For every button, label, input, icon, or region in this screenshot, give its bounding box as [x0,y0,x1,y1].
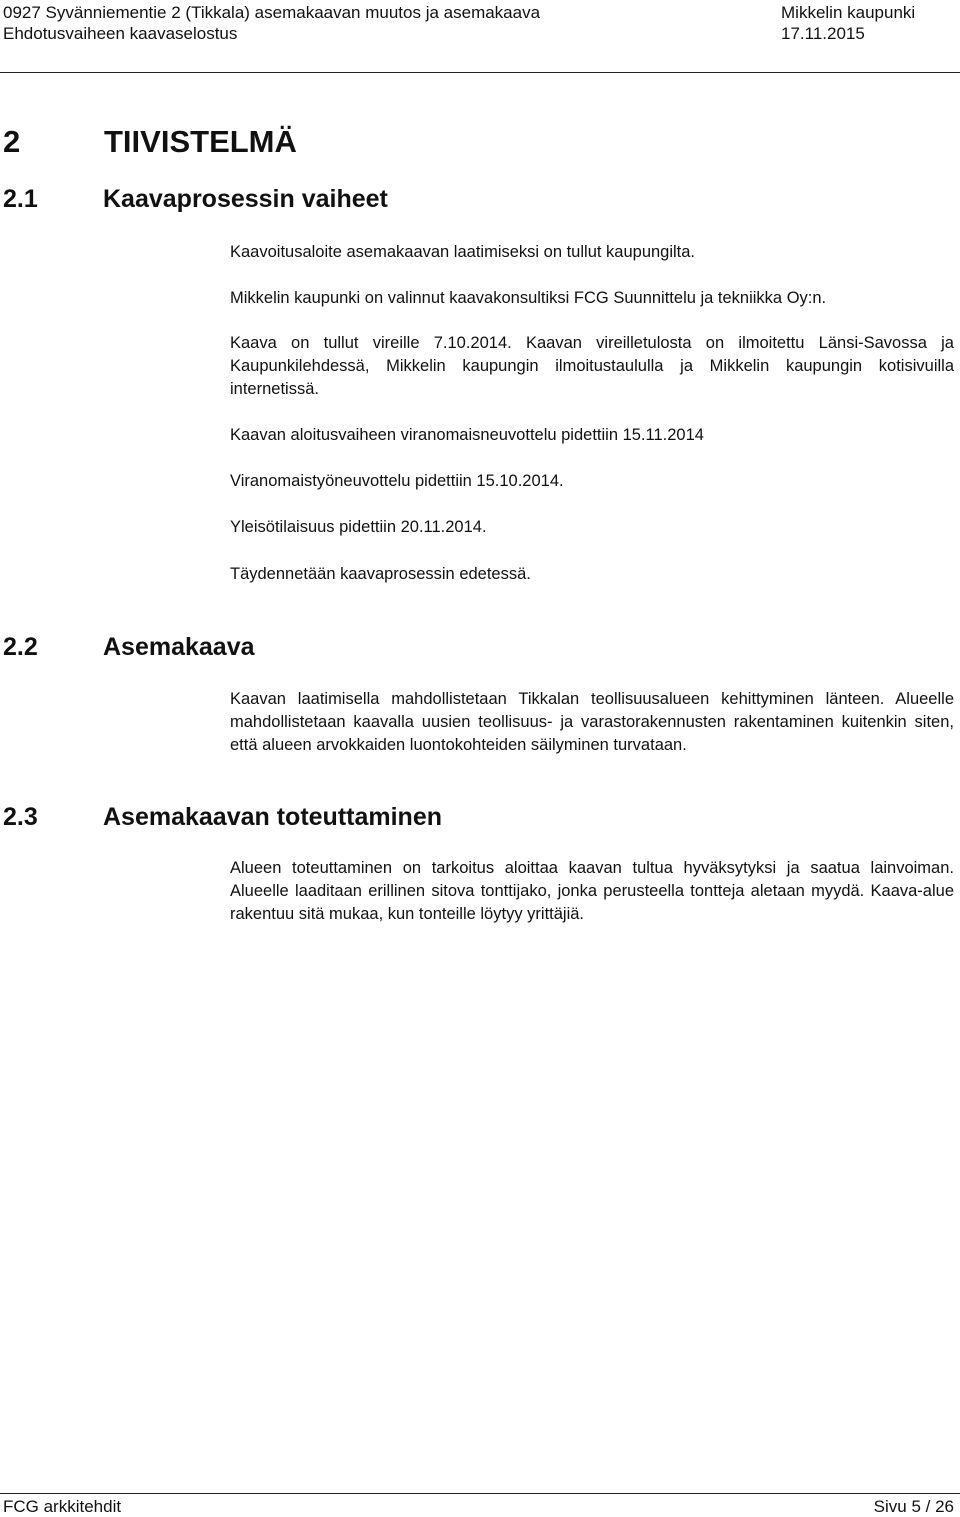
heading-number: 2.3 [3,803,38,831]
page-number: Sivu 5 / 26 [873,1497,954,1516]
heading-section-2-2 [3,632,255,662]
paragraph-initiative: Kaavoitusaloite asemakaavan laatimiseksi on tullut kaupungilta. [230,243,696,261]
organization-name: Mikkelin kaupunki [781,3,916,22]
paragraph-implementation: Alueen toteuttaminen on tarkoitus aloittaa kaavan tultua hyväksytyksi ja saatua lainvoiman. Alueelle laaditaan erillinen sitova tonttijako, jonka perusteella tontteja aletaan myydä. Kaava-alue rakentuu sitä mukaa, kun tonteille löytyy yrittäjiä. [230,859,954,923]
heading-number: 2.1 [3,185,38,213]
heading-section-2-1 [3,184,388,214]
heading-section-2-3 [3,802,442,832]
paragraph-asemakaava: Kaavan laatimisella mahdollistetaan Tikkalan teollisuusalueen kehittyminen länteen. Alueelle mahdollistetaan kaavalla uusien teollisuus- ja varastorakennusten rakentaminen kuitenkin siten, että alueen arvokkaiden luontokohteiden säilyminen turvataan. [230,690,954,754]
heading-title: Kaavaprosessin vaiheet [103,185,388,213]
heading-section-2 [3,124,297,160]
heading-number: 2.2 [3,633,38,661]
document-title: 0927 Syvänniementie 2 (Tikkala) asemakaavan muutos ja asemakaava [3,3,541,22]
page-footer [0,1493,960,1516]
page-header [0,0,960,73]
paragraph-public-event: Yleisötilaisuus pidettiin 20.11.2014. [230,518,487,536]
heading-number: 2 [3,124,21,159]
heading-title: Asemakaavan toteuttaminen [103,803,443,831]
document-subtitle: Ehdotusvaiheen kaavaselostus [3,24,238,43]
paragraph-pending: Kaava on tullut vireille 7.10.2014. Kaavan vireilletulosta on ilmoitettu Länsi-Savossa ja Kaupunkilehdessä, Mikkelin kaupungin ilmoitustaululla ja Mikkelin kaupungin kotisivuilla internetissä. [230,334,954,398]
paragraph-work-meeting: Viranomaistyöneuvottelu pidettiin 15.10.2014. [230,472,564,490]
heading-title: Asemakaava [103,633,255,661]
footer-company: FCG arkkitehdit [3,1497,122,1516]
paragraph-to-be-completed: Täydennetään kaavaprosessin edetessä. [230,565,531,583]
heading-title: TIIVISTELMÄ [104,124,297,159]
document-date: 17.11.2015 [781,24,865,43]
paragraph-consultant: Mikkelin kaupunki on valinnut kaavakonsultiksi FCG Suunnittelu ja tekniikka Oy:n. [230,289,827,307]
paragraph-authority-meeting: Kaavan aloitusvaiheen viranomaisneuvottelu pidettiin 15.11.2014 [230,426,704,444]
